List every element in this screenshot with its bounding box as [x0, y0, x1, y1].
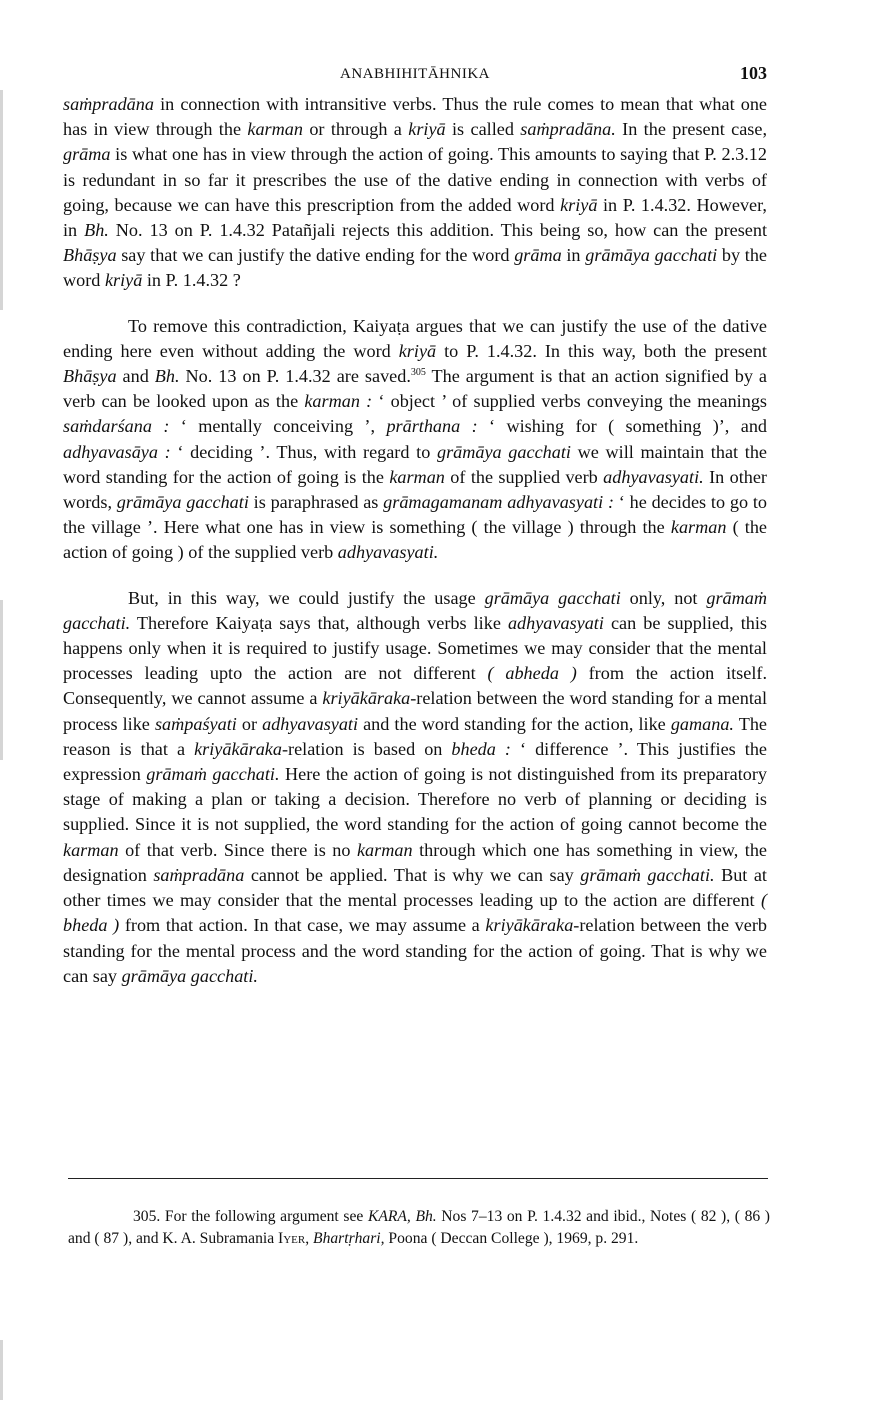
text-run: ‘ wishing for ( something )’, and — [477, 416, 768, 437]
paragraph-3 — [63, 586, 767, 989]
italic-term: grāmāya gacchati — [436, 441, 571, 462]
italic-term: karman — [356, 839, 413, 860]
italic-term: karman — [247, 119, 303, 140]
italic-term: grāmagamanam adhyavasyati : — [383, 492, 614, 513]
scan-edge-shadow — [0, 600, 3, 760]
text-run: To remove this contradiction, Kaiyaṭa argues that we can justify the use of the dative ending here even without adding the word — [63, 315, 767, 361]
text-run: through which one has something in view, the designation — [63, 839, 767, 885]
italic-term: saṁdarśana : — [63, 416, 170, 437]
italic-term: Bh. — [154, 366, 180, 387]
text-run: by the word — [63, 245, 767, 291]
scan-edge-shadow — [0, 90, 3, 310]
text-run: in P. 1.4.32. However, in — [63, 194, 767, 241]
footnote-305 — [68, 1206, 770, 1250]
text-run: -relation between the verb standing for the mental process and the word standing for the action of going. That is why we can say — [63, 915, 768, 986]
text-run: Here the action of going is not distinguished from its preparatory stage of making a plan or taking a decision. Therefore no verb of planning or deciding is supplied. Since it is not supplied, the word standing for the action of going cannot become the — [63, 764, 767, 835]
page-header — [63, 58, 767, 92]
small-caps-text: Iyer — [278, 1229, 306, 1247]
text-run: -relation is based on — [281, 738, 452, 759]
italic-term: grāmaṁ gacchati. — [146, 764, 280, 785]
italic-term: grāmāya gacchati — [484, 587, 621, 608]
text-run: from the action itself. Consequently, we cannot assume a — [63, 663, 767, 709]
text-run: is what one has in view through the action of going. This amounts to saying that P. 2.3.12 is redundant in so far it prescribes the use of the dative ending in connection with verbs of going, because we can have this prescription from the added word — [63, 144, 767, 215]
italic-term: saṁpradāna — [63, 94, 154, 114]
italic-term: Bhāṣya — [63, 366, 117, 387]
text-run: or — [236, 713, 263, 734]
italic-term: kriyā — [408, 119, 446, 140]
italic-term: grāma — [514, 245, 562, 266]
text-run: No. 13 on P. 1.4.32 Patañjali rejects this addition. This being so, how can the present — [108, 220, 767, 241]
italic-term: grāmāya gacchati — [116, 492, 249, 513]
italic-term: KARA, Bh. — [367, 1207, 437, 1225]
italic-term: adhyavasyati. — [603, 466, 704, 487]
text-run: is called — [445, 119, 521, 140]
italic-term: kriyā — [104, 270, 143, 291]
text-run: ( the action of going ) of the supplied verb — [63, 517, 768, 563]
italic-term: adhyavasyati — [262, 713, 359, 734]
text-run: and — [116, 366, 155, 387]
text-run: ‘ deciding ’. Thus, with regard to — [170, 441, 437, 462]
italic-term: gamana. — [670, 713, 734, 734]
text-run: 305. For the following argument see — [133, 1207, 368, 1225]
text-run: cannot be applied. That is why we can say — [244, 864, 581, 885]
text-run: ‘ object ’ of supplied verbs conveying the meanings — [372, 391, 768, 412]
body-text — [63, 92, 767, 989]
italic-term: karman — [389, 466, 445, 487]
text-run: can be supplied, this happens only when it is required to justify usage. Sometimes we may consider that the mental processes leading upto the action are not different — [63, 612, 767, 684]
text-run: The argument is that an action signified by a verb can be looked upon as the — [63, 366, 767, 412]
text-run: ‘ difference ’. This justifies the expression — [63, 738, 767, 785]
italic-term: grāmāya gacchati — [585, 245, 718, 266]
text-run: say that we can justify the dative ending for the word — [116, 245, 515, 266]
paragraph-2 — [63, 314, 767, 566]
text-run: is paraphrased as — [248, 492, 384, 513]
page-number: 103 — [740, 63, 767, 83]
scan-edge-shadow — [0, 1340, 3, 1400]
text-run: ‘ he decides to go to the village ’. Here what one has in view is something ( the village ) through the — [63, 492, 767, 538]
italic-term: kriyākāraka — [485, 915, 574, 936]
italic-term: karman — [63, 839, 119, 860]
italic-term: grāmaṁ gacchati. — [580, 864, 715, 885]
text-run: to P. 1.4.32. In this way, both the present — [436, 340, 767, 361]
text-run: In the present case, — [615, 119, 767, 140]
running-head: ANABHIHITĀHNIKA — [340, 66, 490, 82]
text-run: The reason is that a — [63, 713, 767, 759]
text-run: of that verb. Since there is no — [118, 839, 357, 860]
text-run: But, in this way, we could justify the usage — [128, 587, 485, 608]
text-run: No. 13 on P. 1.4.32 are saved. — [179, 366, 411, 387]
italic-term: karman — [670, 517, 727, 538]
italic-term: adhyavasyati. — [337, 542, 439, 563]
italic-term: Bhāṣya — [63, 245, 117, 266]
text-run: in P. 1.4.32 ? — [142, 270, 241, 291]
italic-term: saṁpaśyati — [154, 713, 237, 734]
italic-term: kriyā — [398, 340, 437, 361]
text-run: ‘ mentally conceiving ’, — [169, 416, 387, 437]
italic-term: karman : — [304, 391, 373, 412]
footnote-rule — [68, 1178, 768, 1179]
italic-term: grāma — [63, 144, 111, 165]
italic-term: Bhartṛhari, — [313, 1229, 385, 1247]
italic-term: prārthana : — [386, 416, 478, 437]
text-run: we will maintain that the word standing for the action of going is the — [63, 441, 767, 487]
text-run: , — [305, 1229, 314, 1247]
italic-term: kriyākāraka — [322, 688, 411, 709]
italic-term: kriyākāraka — [194, 738, 282, 759]
text-run: Nos 7–13 on P. 1.4.32 and ibid., Notes ( 82 ), ( 86 ) and ( 87 ), and K. A. Subramania — [68, 1207, 771, 1247]
italic-term: grāmaṁ gacchati. — [63, 587, 767, 633]
text-run: in connection with intransitive verbs. Thus the rule comes to mean that what one has in view through the — [63, 94, 767, 140]
italic-term: grāmāya gacchati. — [121, 965, 258, 986]
text-run: only, not — [620, 587, 707, 608]
italic-term: saṁpradāna — [153, 864, 245, 885]
text-run: But at other times we may consider that the mental processes leading up to the action are different — [63, 864, 767, 911]
text-run: in — [561, 245, 586, 266]
italic-term: kriyā — [560, 194, 598, 215]
text-run: or through a — [302, 119, 409, 140]
italic-term: adhyavasyati — [507, 612, 604, 633]
text-run: Therefore Kaiyaṭa says that, although verbs like — [130, 612, 508, 633]
text-run: and the word standing for the action, like — [358, 713, 671, 734]
italic-term: saṁpradāna. — [520, 119, 616, 140]
footnote-ref: 305 — [410, 366, 426, 378]
text-run: Poona ( Deccan College ), 1969, p. 291. — [384, 1229, 639, 1247]
text-run: -relation between the word standing for a mental process like — [63, 688, 768, 734]
italic-term: ( abheda ) — [487, 663, 577, 684]
text-run: from that action. In that case, we may assume a — [119, 915, 486, 936]
italic-term: ( bheda ) — [63, 890, 767, 936]
italic-term: bheda : — [451, 738, 511, 759]
paragraph-1 — [63, 92, 767, 294]
page — [63, 58, 767, 989]
italic-term: adhyavasāya : — [63, 441, 171, 462]
text-run: of the supplied verb — [444, 466, 604, 487]
italic-term: Bh. — [84, 220, 109, 241]
text-run: In other words, — [63, 466, 767, 513]
